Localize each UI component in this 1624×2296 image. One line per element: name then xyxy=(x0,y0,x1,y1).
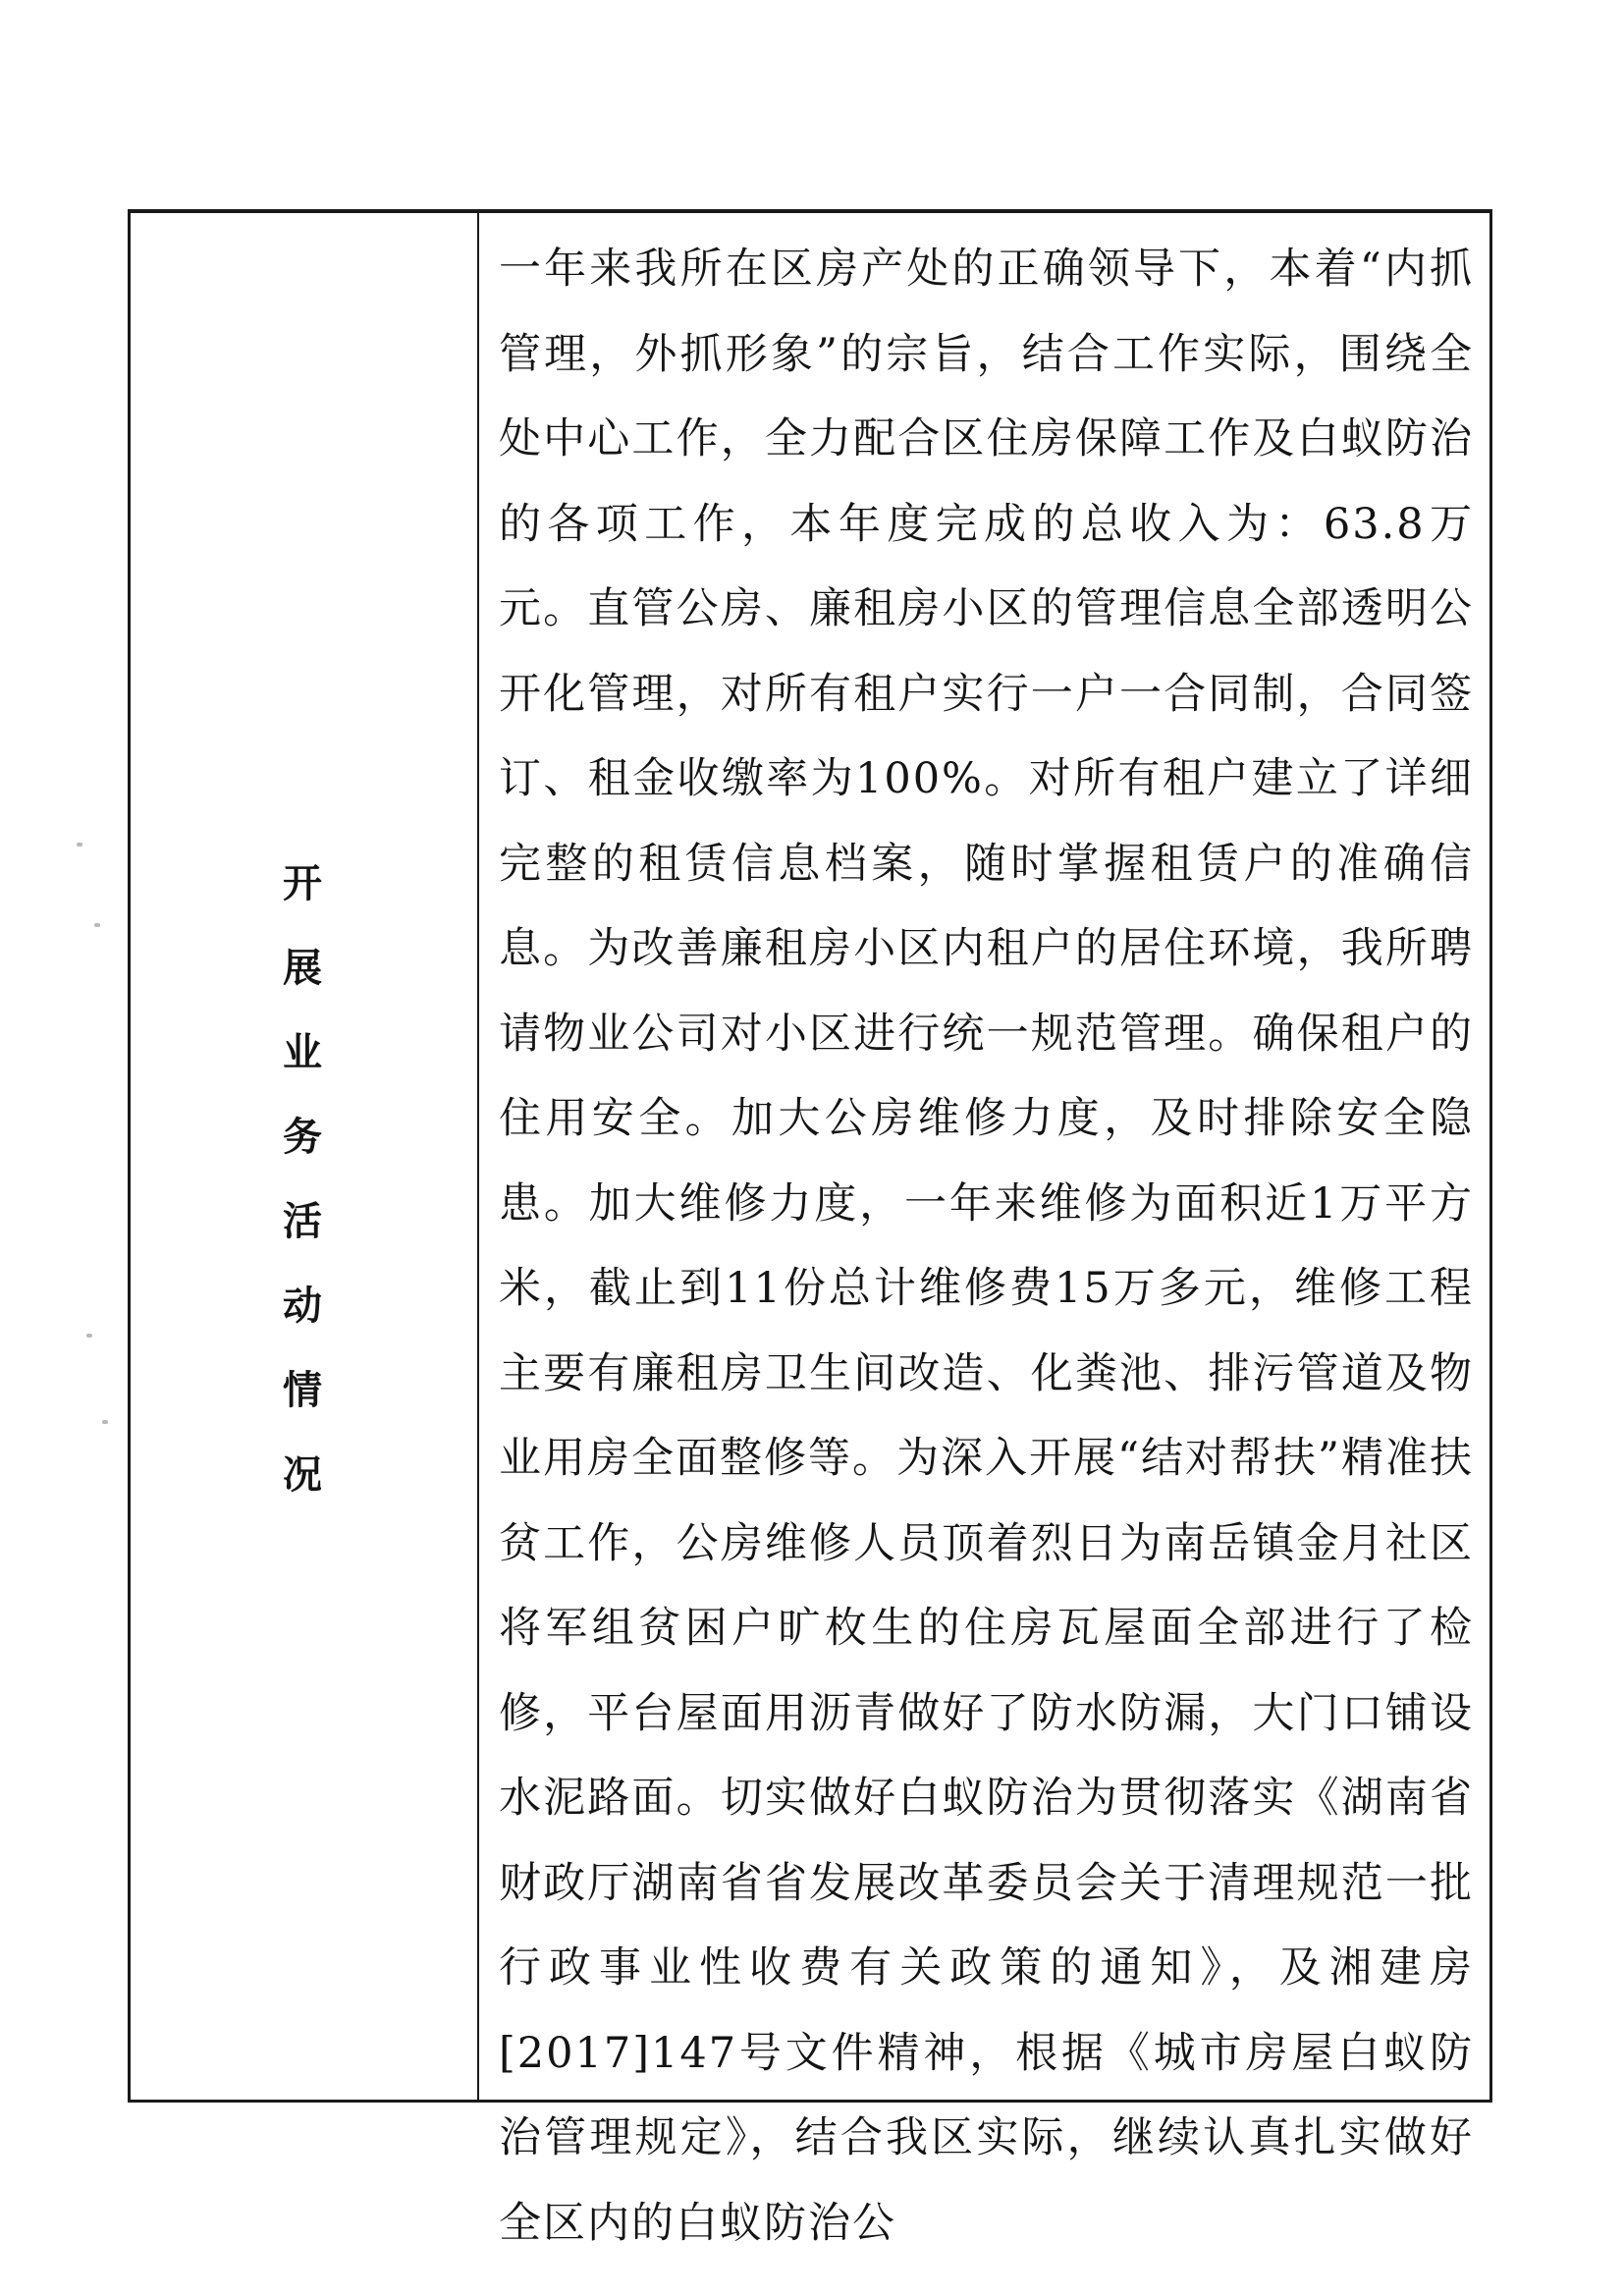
label-char: 展 xyxy=(283,945,322,991)
label-char: 情 xyxy=(283,1367,322,1413)
scan-speck xyxy=(86,1334,92,1338)
scan-speck xyxy=(102,1420,108,1424)
label-char: 动 xyxy=(283,1283,322,1329)
activity-description: 一年来我所在区房产处的正确领导下，本着“内抓管理，外抓形象”的宗旨，结合工作实际，围绕全处中心工作，全力配合区住房保障工作及白蚁防治的各项工作，本年度完成的总收入为：63.8万元。直管公房、廉租房小区的管理信息全部透明公开化管理，对所有租户实行一户一合同制，合同签订、租金收缴率为100%。对所有租户建立了详细完整的租赁信息档案，随时掌握租赁户的准确信息。为改善廉租房小区内租户的居住环境，我所聘请物业公司对小区进行统一规范管理。确保租户的住用安全。加大公房维修力度，及时排除安全隐患。加大维修力度，一年来维修为面积近1万平方米，截止到11份总计维修费15万多元，维修工程主要有廉租房卫生间改造、化粪池、排污管道及物业用房全面整修等。为深入开展“结对帮扶”精准扶贫工作，公房维修人员顶着烈日为南岳镇金月社区将军组贫困户旷枚生的住房瓦屋面全部进行了检修，平台屋面用沥青做好了防水防漏，大门口铺设水泥路面。切实做好白蚁防治为贯彻落实《湖南省财政厅湖南省省发展改革委员会关于清理规范一批行政事业性收费有关政策的通知》，及湘建房[2017]147号文件精神，根据《城市房屋白蚁防治管理规定》，结合我区实际，继续认真扎实做好全区内的白蚁防治公 xyxy=(499,245,1474,2248)
label-char: 活 xyxy=(283,1198,322,1244)
content-cell xyxy=(479,213,1489,2248)
label-char: 况 xyxy=(283,1451,322,1498)
label-char: 务 xyxy=(283,1114,322,1160)
label-cell xyxy=(131,213,479,2100)
scan-speck xyxy=(94,923,100,927)
form-table xyxy=(128,209,1492,2248)
label-char: 开 xyxy=(283,860,322,906)
label-char: 业 xyxy=(283,1029,322,1075)
section-label xyxy=(268,842,337,1517)
scan-speck xyxy=(77,843,82,847)
